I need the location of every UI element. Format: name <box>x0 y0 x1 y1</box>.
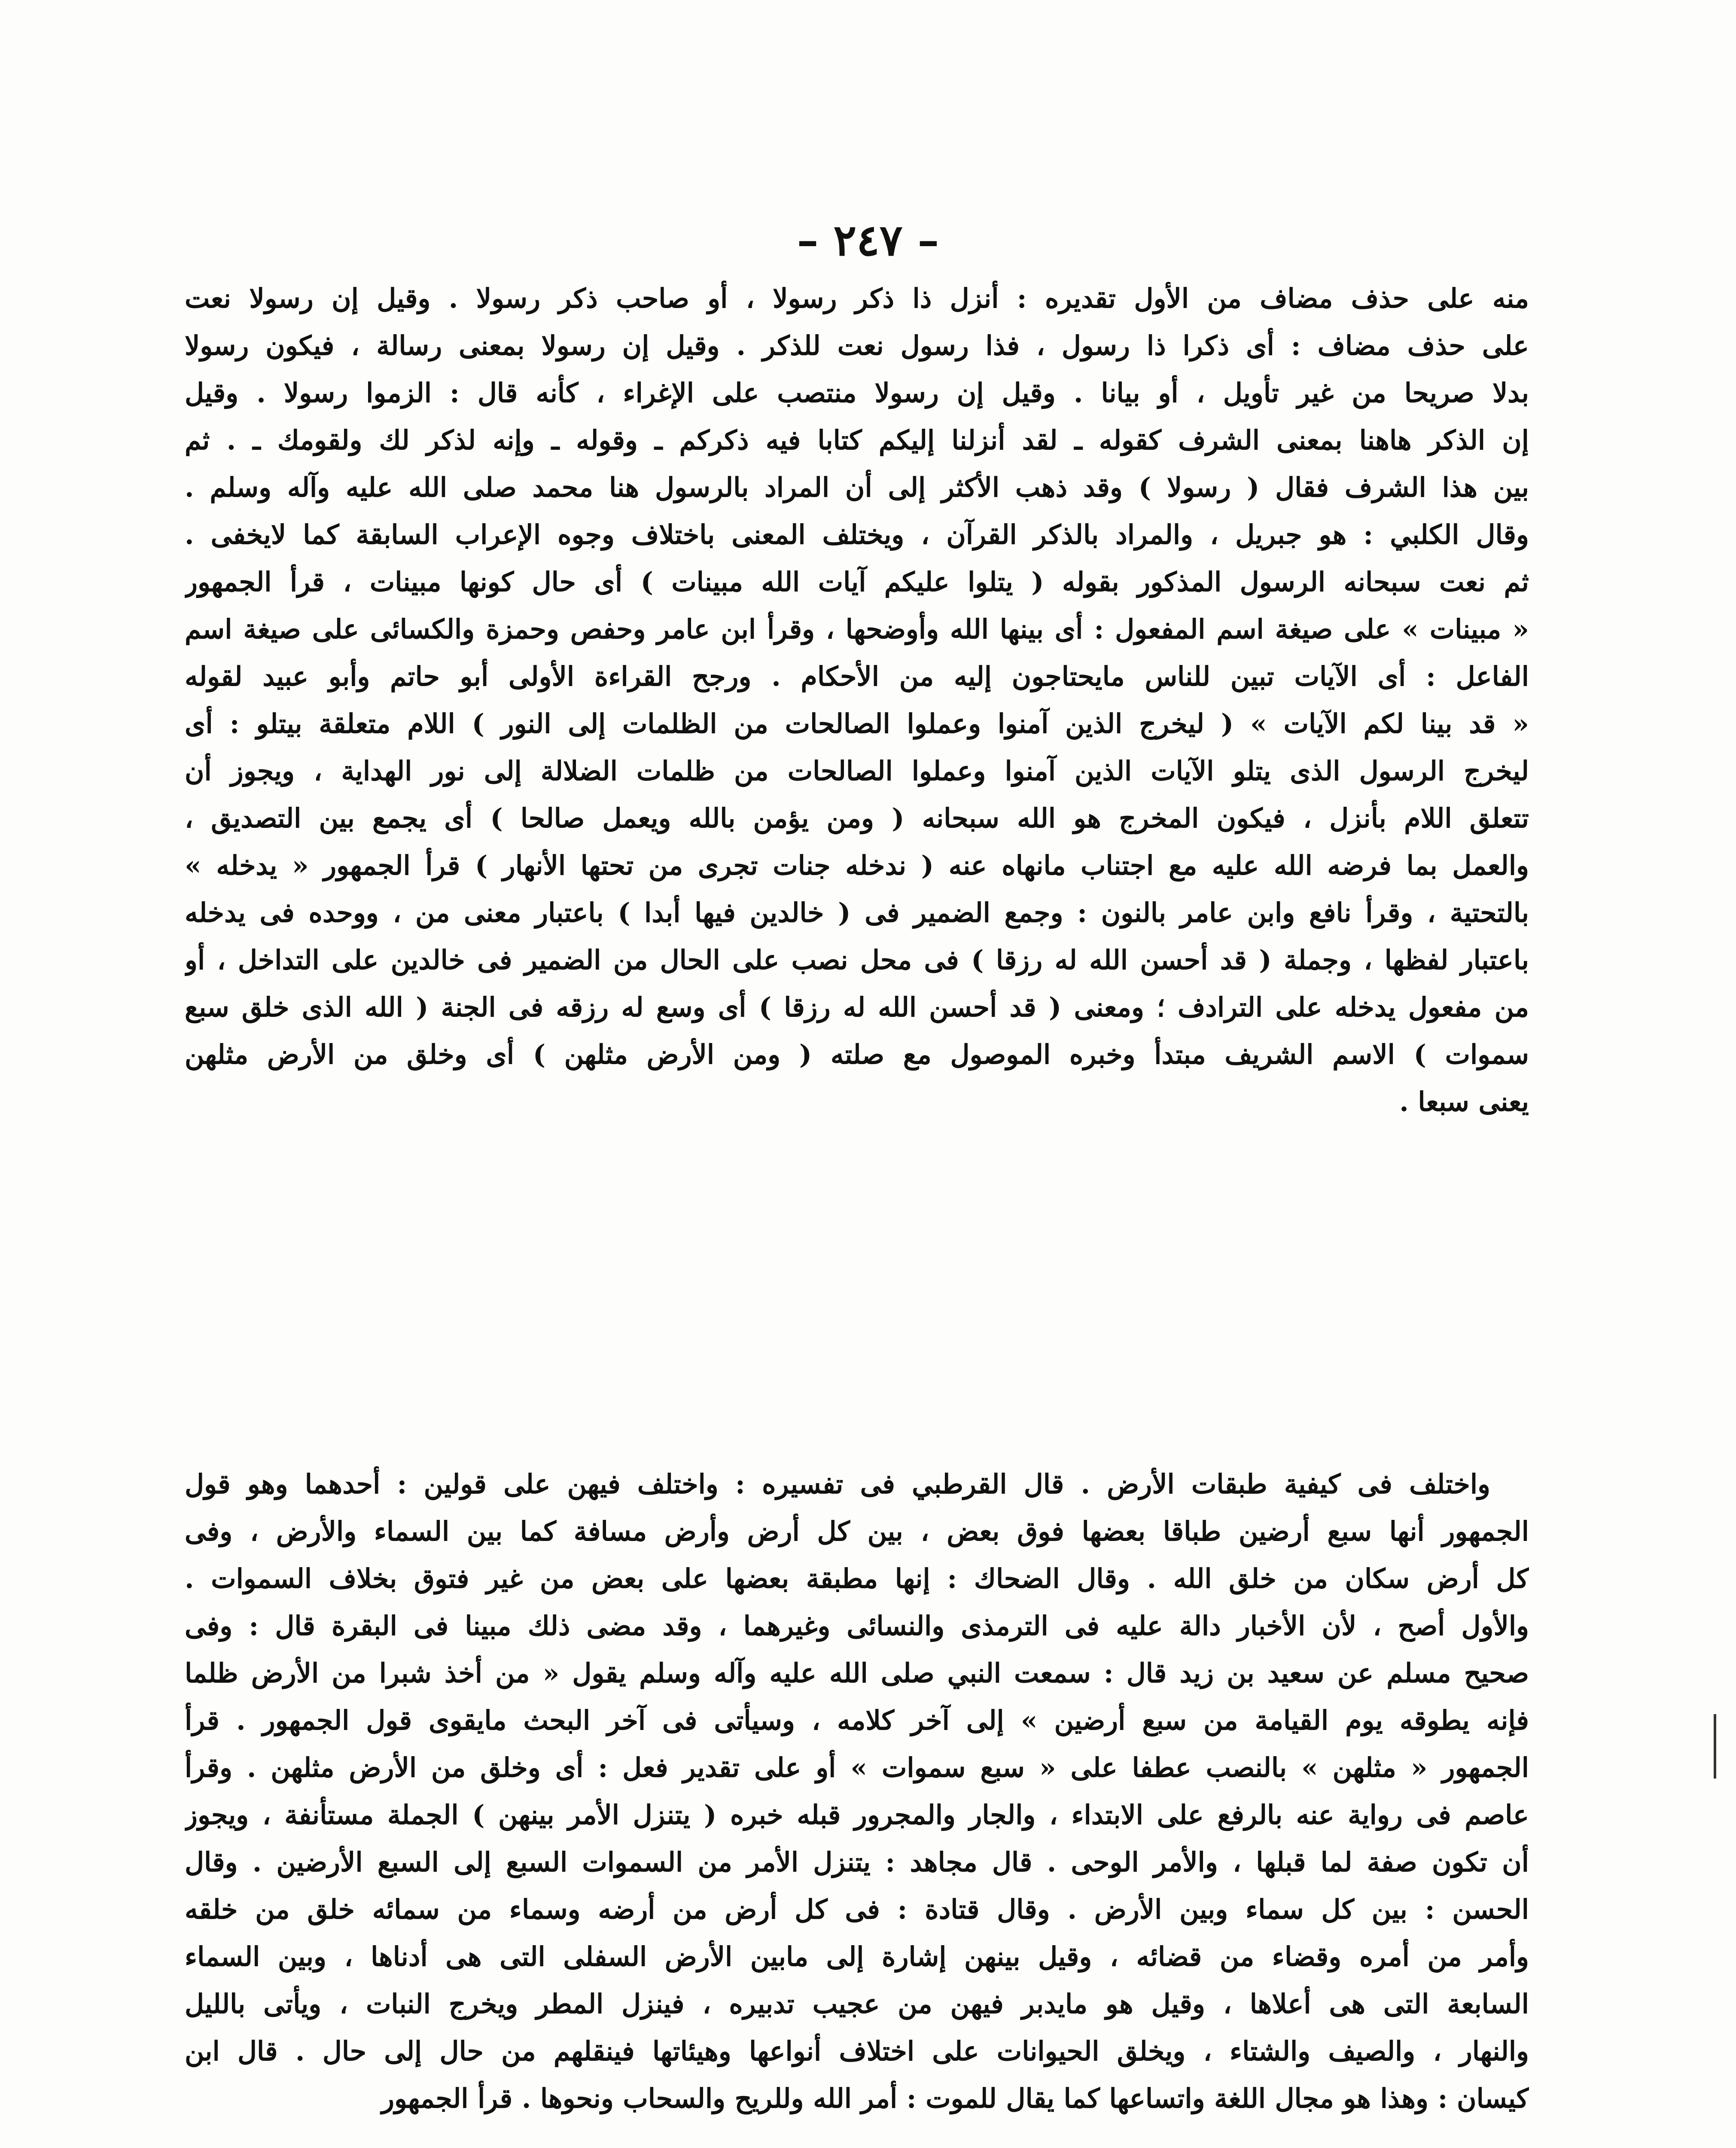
text-line: واختلف فى كيفية طبقات الأرض . قال القرطبي فى تفسيره : واختلف فيهن على قولين : أحدهما وهو قول <box>185 1468 1490 1500</box>
text-line: والأول أصح ، لأن الأخبار دالة عليه فى الترمذى والنسائى وغيرهما ، وقد مضى ذلك مبينا فى البقرة قال : وفى <box>185 1610 1529 1642</box>
text-line: الجمهور أنها سبع أرضين طباقا بعضها فوق بعض ، بين كل أرض وأرض مسافة كما بين السماء والأرض ، وفى <box>185 1516 1529 1547</box>
text-line: أن تكون صفة لما قبلها ، والأمر الوحى . قال مجاهد : يتنزل الأمر من السموات السبع إلى السبع الأرضين . وقال <box>185 1846 1529 1878</box>
text-line: بالتحتية ، وقرأ نافع وابن عامر بالنون : وجمع الضمير فى ( خالدين فيها أبدا ) باعتبار معنى من ، ووحده فى يدخله <box>185 897 1529 928</box>
text-line: « قد بينا لكم الآيات » ( ليخرج الذين آمنوا وعملوا الصالحات من الظلمات إلى النور ) اللام متعلقة بيتلو : أى <box>185 708 1529 739</box>
text-line: السابعة التى هى أعلاها ، وقيل هو مايدبر فيهن من عجيب تدبيره ، فينزل المطر ويخرج النبات ، ويأتى بالليل <box>185 1988 1529 2020</box>
text-line: ثم نعت سبحانه الرسول المذكور بقوله ( يتلوا عليكم آيات الله مبينات ) أى حال كونها مبينات ، قرأ الجمهور <box>185 566 1529 598</box>
text-line: سموات ) الاسم الشريف مبتدأ وخبره الموصول مع صلته ( ومن الأرض مثلهن ) أى وخلق من الأرض مثلهن <box>185 1039 1529 1070</box>
page-number: – ٢٤٧ – <box>797 215 939 265</box>
text-line: عاصم فى رواية عنه بالرفع على الابتداء ، والجار والمجرور قبله خبره ( يتنزل الأمر بينهن ) الجملة مستأنفة ، ويجوز <box>185 1799 1529 1831</box>
paragraph-1 <box>185 275 1529 1126</box>
text-line: كيسان : وهذا هو مجال اللغة واتساعها كما يقال للموت : أمر الله وللريح والسحاب ونحوها . قرأ الجمهور <box>381 2083 1529 2114</box>
text-line: من مفعول يدخله على الترادف ؛ ومعنى ( قد أحسن الله له رزقا ) أى وسع له رزقه فى الجنة ( الله الذى خلق سبع <box>185 992 1529 1023</box>
text-line: الحسن : بين كل سماء وبين الأرض . وقال قتادة : فى كل أرض من أرضه وسماء من سمائه خلق من خلقه <box>185 1894 1529 1925</box>
text-line: ليخرج الرسول الذى يتلو الآيات الذين آمنوا وعملوا الصالحات من ظلمات الضلالة إلى نور الهداية ، ويجوز أن <box>185 755 1529 787</box>
text-line: على حذف مضاف : أى ذكرا ذا رسول ، فذا رسول نعت للذكر . وقيل إن رسولا بمعنى رسالة ، فيكون رسولا <box>185 330 1529 361</box>
text-line: « مبينات » على صيغة اسم المفعول : أى بينها الله وأوضحها ، وقرأ ابن عامر وحفص وحمزة والكسائى على صيغة اسم <box>185 613 1529 645</box>
text-line: الفاعل : أى الآيات تبين للناس مايحتاجون إليه من الأحكام . ورجح القراءة الأولى أبو حاتم وأبو عبيد لقوله <box>185 661 1529 692</box>
text-line: صحيح مسلم عن سعيد بن زيد قال : سمعت النبي صلى الله عليه وآله وسلم يقول « من أخذ شبرا من الأرض ظلما <box>185 1657 1529 1689</box>
text-line: كل أرض سكان من خلق الله . وقال الضحاك : إنها مطبقة بعضها على بعض من غير فتوق بخلاف السموات . <box>185 1563 1529 1594</box>
paragraph-2 <box>185 1461 1529 2122</box>
text-line: منه على حذف مضاف من الأول تقديره : أنزل ذا ذكر رسولا ، أو صاحب ذكر رسولا . وقيل إن رسولا نعت <box>185 283 1529 314</box>
scan-edge-mark <box>1714 1714 1716 1779</box>
text-line: وأمر من أمره وقضاء من قضائه ، وقيل بينهن إشارة إلى مابين الأرض السفلى التى هى أدناها ، وبين السماء <box>185 1941 1529 1972</box>
text-line: فإنه يطوقه يوم القيامة من سبع أرضين » إلى آخر كلامه ، وسيأتى فى آخر البحث مايقوى قول الجمهور . قرأ <box>185 1705 1529 1736</box>
text-line: إن الذكر هاهنا بمعنى الشرف كقوله ـ لقد أنزلنا إليكم كتابا فيه ذكركم ـ وقوله ـ وإنه لذكر لك ولقومك ـ . ثم <box>185 424 1529 456</box>
text-line: باعتبار لفظها ، وجملة ( قد أحسن الله له رزقا ) فى محل نصب على الحال من الضمير فى خالدين على التداخل ، أو <box>185 944 1529 976</box>
text-line: بين هذا الشرف فقال ( رسولا ) وقد ذهب الأكثر إلى أن المراد بالرسول هنا محمد صلى الله عليه وآله وسلم . <box>185 472 1529 503</box>
text-line: وقال الكلبي : هو جبريل ، والمراد بالذكر القرآن ، ويختلف المعنى باختلاف وجوه الإعراب السابقة كما لايخفى . <box>185 519 1529 550</box>
text-line: بدلا صريحا من غير تأويل ، أو بيانا . وقيل إن رسولا منتصب على الإغراء ، كأنه قال : الزموا رسولا . وقيل <box>185 377 1529 409</box>
text-line: تتعلق اللام بأنزل ، فيكون المخرج هو الله سبحانه ( ومن يؤمن بالله ويعمل صالحا ) أى يجمع بين التصديق ، <box>185 802 1529 834</box>
text-line: والعمل بما فرضه الله عليه مع اجتناب مانهاه عنه ( ندخله جنات تجرى من تحتها الأنهار ) قرأ الجمهور « يدخله » <box>185 850 1529 881</box>
text-line: يعنى سبعا . <box>1399 1086 1529 1117</box>
text-line: الجمهور « مثلهن » بالنصب عطفا على « سبع سموات » أو على تقدير فعل : أى وخلق من الأرض مثلهن . وقرأ <box>185 1752 1529 1783</box>
text-line: والنهار ، والصيف والشتاء ، ويخلق الحيوانات على اختلاف أنواعها وهيئاتها فينقلهم من حال إلى حال . قال ابن <box>185 2035 1529 2067</box>
